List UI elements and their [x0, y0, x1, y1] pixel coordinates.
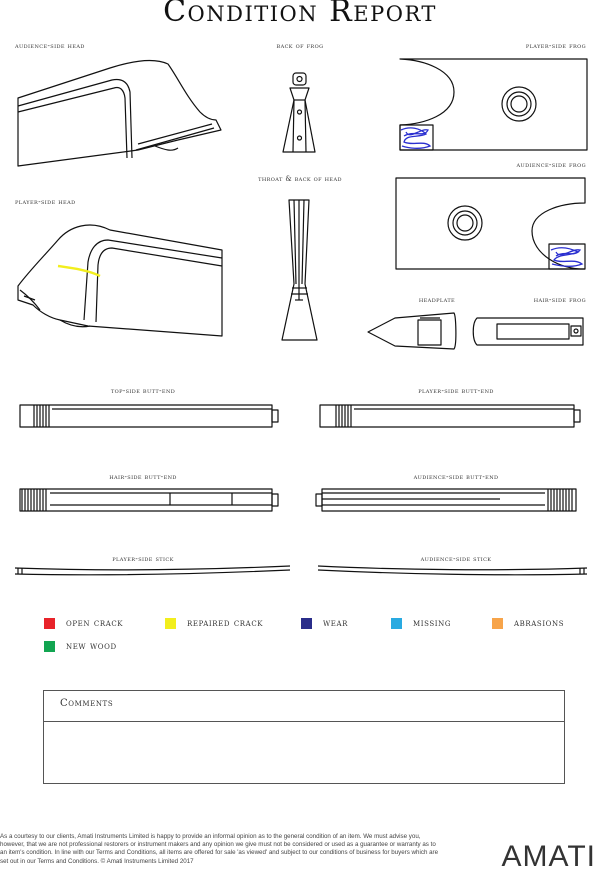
legend-missing	[391, 618, 451, 629]
player-side-frog-drawing	[400, 59, 587, 150]
page-title: Condition Report	[163, 0, 437, 29]
label-player-side-frog: player-side frog	[525, 42, 586, 50]
label-audience-side-head: audience-side head	[15, 42, 85, 50]
legend-repaired-crack	[165, 618, 263, 629]
player-side-head-drawing	[18, 225, 222, 336]
back-of-frog-drawing	[283, 73, 315, 152]
legend-abrasions	[492, 618, 564, 629]
legend-swatch	[44, 618, 55, 629]
brand-logo: AMATI	[501, 840, 596, 873]
label-audience-side-stick: audience-side stick	[420, 555, 492, 563]
label-headplate: headplate	[418, 296, 456, 304]
legend-swatch	[165, 618, 176, 629]
comments-header	[44, 691, 564, 722]
label-back-of-frog: back of frog	[276, 42, 324, 50]
label-hair-side-butt-end: hair-side butt-end	[109, 473, 177, 481]
legend-label: new wood	[66, 641, 117, 652]
legend-swatch	[44, 641, 55, 652]
legend-label: repaired crack	[187, 618, 264, 629]
legend-swatch	[492, 618, 503, 629]
player-side-stick-drawing	[15, 566, 290, 575]
throat-back-of-head-drawing	[282, 200, 317, 340]
legend-swatch	[391, 618, 402, 629]
hair-side-butt-end-drawing	[20, 489, 278, 511]
hair-side-frog-drawing	[473, 318, 583, 345]
label-throat-back-head: throat & back of head	[258, 175, 342, 183]
audience-side-stick-drawing	[318, 566, 587, 575]
disclaimer-text: As a courtesy to our clients, Amati Instruments Limited is happy to provide an informal opinion as to the general condition of an item. We must advise you, however, that we are not professional restorers or instrument makers and any opinion we give must not be considered or used as a guarantee or warranty as to an item's condition. In line with our Terms and Conditions, all items are offered for sale 'as viewed' and subject to our conditions of business for buyers which are set out in our Terms and Conditions. © Amati Instruments Limited 2017	[0, 833, 439, 865]
label-audience-side-frog: audience-side frog	[516, 161, 586, 169]
legend-label: missing	[413, 618, 452, 629]
label-player-side-butt-end: player-side butt-end	[418, 387, 494, 395]
label-top-side-butt-end: top-side butt-end	[110, 387, 176, 395]
audience-side-butt-end-drawing	[316, 489, 576, 511]
legend-open-crack	[44, 618, 123, 629]
legend-label: abrasions	[514, 618, 565, 629]
legend-swatch	[301, 618, 312, 629]
legend-wear	[301, 618, 348, 629]
player-side-butt-end-drawing	[320, 405, 580, 427]
audience-side-head-drawing	[18, 61, 221, 166]
label-hair-side-frog: hair-side frog	[533, 296, 586, 304]
top-side-butt-end-drawing	[20, 405, 278, 427]
comments-box[interactable]	[43, 690, 565, 784]
label-player-side-stick: player-side stick	[112, 555, 174, 563]
comments-label: Comments	[60, 698, 114, 709]
legend-new-wood	[44, 641, 117, 652]
label-audience-side-butt-end: audience-side butt-end	[413, 473, 499, 481]
headplate-drawing	[368, 313, 456, 349]
legend-label: wear	[323, 618, 349, 629]
label-player-side-head: player-side head	[15, 198, 76, 206]
legend-label: open crack	[66, 618, 124, 629]
